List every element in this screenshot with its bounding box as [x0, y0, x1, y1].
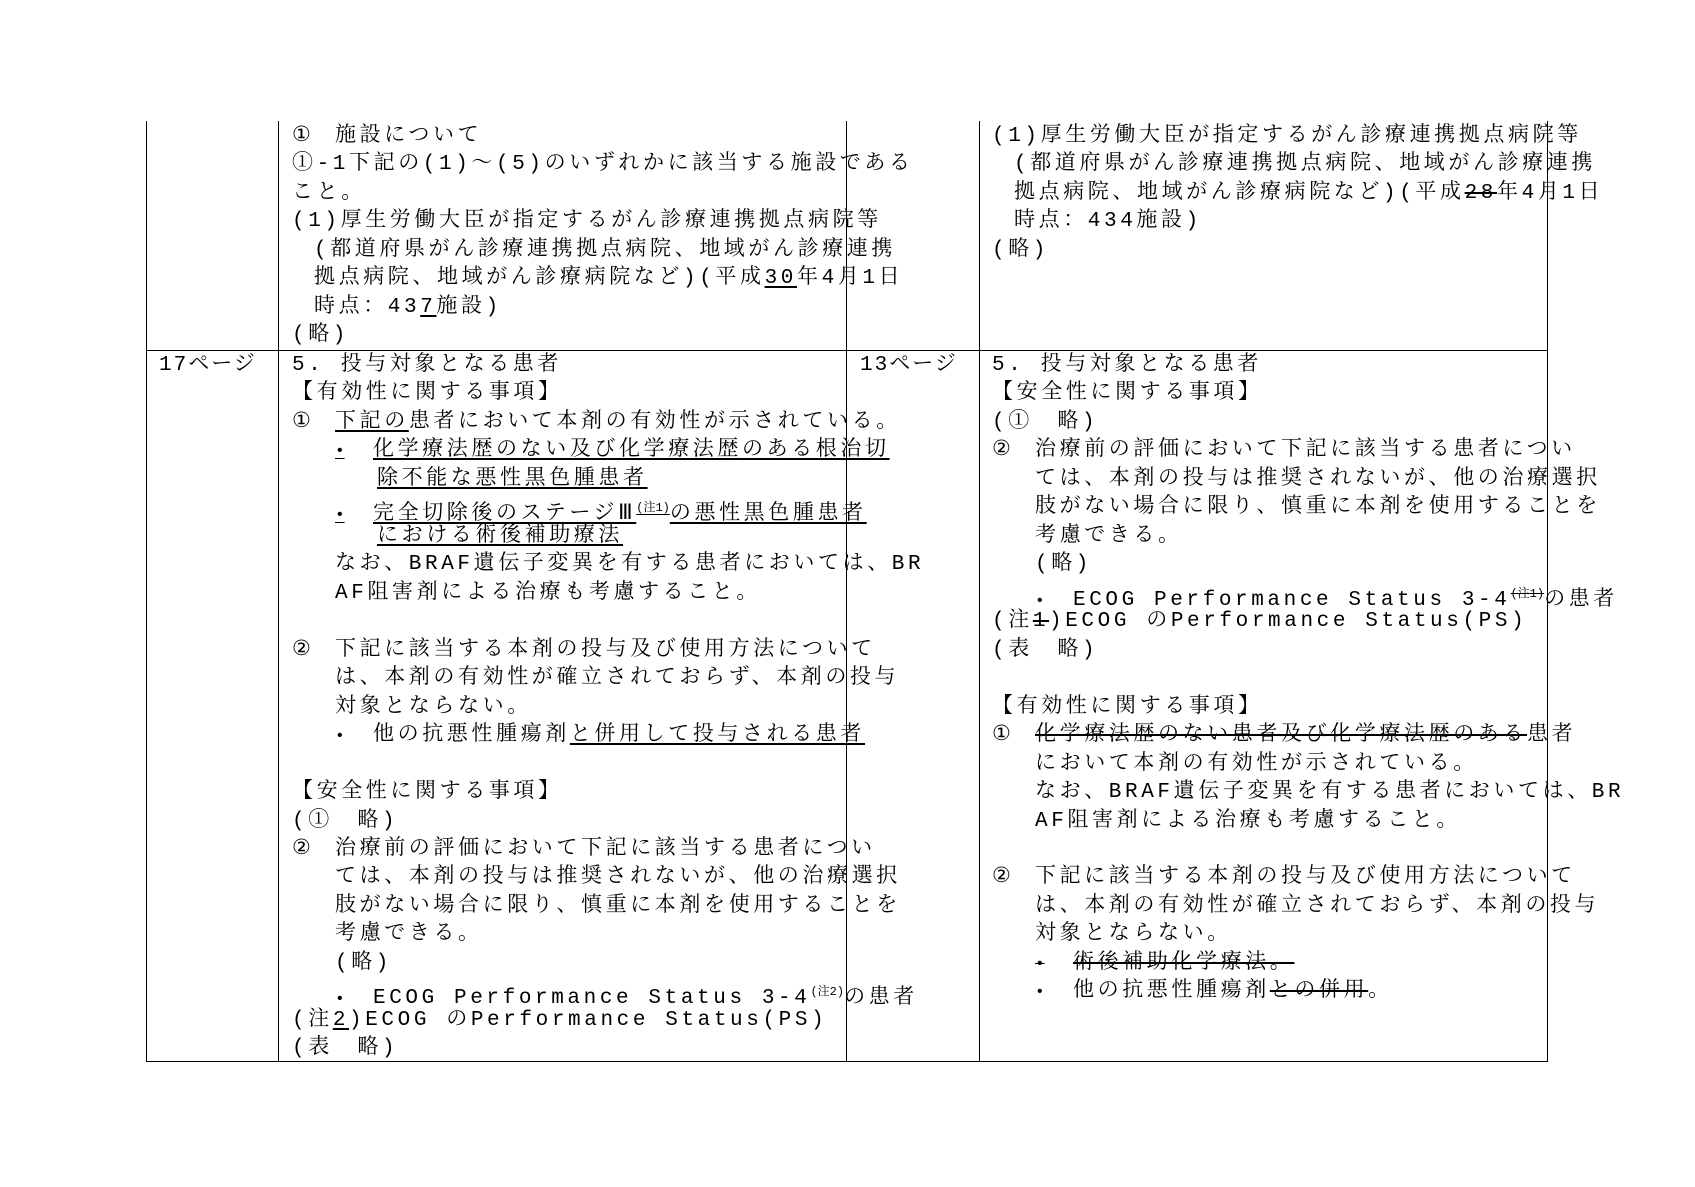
text-segment: 【安全性に関する事項】 [992, 382, 1263, 406]
text-segment: 他の抗悪性腫瘍剤 [1073, 980, 1270, 1004]
text-segment: AF阻害剤による治療も考慮すること。 [335, 581, 762, 605]
text-segment: なお、BRAF遺伝子変異を有する患者においては、BR [1035, 781, 1625, 805]
text-line [1035, 779, 1624, 807]
bullet-line [1035, 950, 1294, 978]
deleted-text: 術後補助化学療法。 [1073, 951, 1295, 975]
item-number: ① [292, 125, 311, 148]
inserted-text: の悪性黒色腫患者 [669, 503, 867, 527]
bullet-icon: • [1035, 591, 1045, 610]
text-segment: ECOG Performance Status 3-4 [1073, 588, 1511, 612]
old-text-cell-patients [992, 352, 1625, 1058]
text-segment: (1)厚生労働大臣が指定するがん診療連携拠点病院等 [292, 210, 882, 234]
text-segment: 下記に該当する本剤の投与及び使用方法について [335, 638, 876, 662]
text-segment: ECOG Performance Status 3-4 [373, 987, 811, 1011]
inserted-text: 2 [332, 1008, 350, 1032]
text-segment: 治療前の評価において下記に該当する患者につい [1035, 439, 1576, 463]
text-line [992, 123, 1582, 151]
item-number: ② [292, 638, 311, 662]
text-segment: 5. 投与対象となる患者 [292, 354, 563, 377]
text-segment: 対象とならない。 [1035, 923, 1232, 947]
text-line [292, 779, 563, 807]
inserted-text: 化学療法歴のない及び化学療法歴のある根治切 [373, 439, 890, 463]
text-line [1035, 808, 1461, 836]
text-line [1035, 921, 1232, 949]
text-line [335, 580, 761, 608]
text-line [335, 950, 392, 978]
text-line [335, 551, 924, 579]
text-line [992, 409, 1098, 437]
item-number: ② [992, 439, 1011, 463]
text-line [292, 637, 876, 665]
text-segment: 患者 [1527, 724, 1577, 748]
text-segment: 患者において本剤の有効性が示されている。 [408, 410, 901, 434]
text-line [335, 893, 901, 921]
text-line [1035, 751, 1478, 779]
text-segment: (都道府県がん診療連携拠点病院、地域がん診療連携 [314, 238, 896, 262]
footnote-ref: (注2) [810, 985, 845, 1000]
text-segment: 施設) [436, 295, 502, 319]
column-divider [979, 121, 980, 1061]
text-segment: 年4月1日 [797, 267, 904, 291]
bullet-line [335, 437, 890, 465]
text-segment: (表 略) [292, 1037, 399, 1061]
text-segment: (① 略) [992, 410, 1099, 434]
text-segment: (① 略) [292, 809, 399, 833]
inserted-text: 完全切除後のステージⅢ [373, 503, 637, 527]
deleted-text: 1 [1032, 610, 1050, 634]
text-line [377, 466, 648, 494]
inserted-text: と併用して投与される患者 [569, 724, 866, 748]
text-segment: 時点：43 [314, 295, 421, 319]
text-line [292, 180, 366, 208]
bullet-line [335, 978, 918, 1011]
text-segment: AF阻害剤による治療も考慮すること。 [1035, 809, 1462, 833]
bullet-line [1035, 978, 1393, 1006]
bullet-icon: • [1035, 954, 1045, 973]
text-line [1014, 208, 1202, 236]
old-text-cell-facilities [992, 123, 1604, 349]
text-segment: 【有効性に関する事項】 [292, 382, 563, 406]
text-line [992, 352, 1262, 380]
text-segment: ①-1下記の(1)～(5)のいずれかに該当する施設である [292, 153, 914, 177]
text-line [1035, 466, 1601, 494]
text-segment: (注 [992, 610, 1033, 634]
text-segment: (注 [292, 1008, 333, 1032]
text-segment: の患者 [844, 987, 918, 1011]
inserted-text: 下記の [335, 410, 409, 434]
text-segment: は、本剤の有効性が確立されておらず、本剤の投与 [1035, 894, 1600, 918]
inserted-text: 7 [420, 295, 437, 319]
column-divider [278, 121, 279, 1061]
text-line [292, 380, 563, 408]
text-segment: 拠点病院、地域がん診療病院など)(平成 [1014, 181, 1465, 205]
text-segment: (略) [292, 324, 350, 348]
text-line [992, 608, 1527, 636]
text-segment: 【有効性に関する事項】 [992, 695, 1263, 719]
text-line [1014, 180, 1603, 208]
text-segment: 下記に該当する本剤の投与及び使用方法について [1035, 866, 1576, 890]
text-segment: 。 [1368, 980, 1393, 1004]
item-number: ① [992, 724, 1011, 748]
text-line [292, 352, 562, 380]
comparison-table [146, 121, 1625, 1062]
text-line [335, 921, 483, 949]
text-line [1035, 551, 1092, 579]
text-line [1014, 151, 1596, 179]
text-line [314, 294, 502, 322]
text-line [292, 1007, 827, 1035]
bullet-line [1035, 580, 1618, 612]
text-line [314, 265, 903, 293]
text-line [377, 523, 623, 551]
text-segment: 他の抗悪性腫瘍剤 [373, 724, 570, 748]
bullet-icon: • [335, 990, 345, 1009]
bullet-icon: • [335, 506, 345, 525]
row-divider [147, 350, 1547, 351]
text-segment: 考慮できる。 [1035, 524, 1183, 548]
old-page-ref: 13ページ [860, 354, 958, 377]
text-segment: 治療前の評価において下記に該当する患者につい [335, 837, 876, 861]
text-line [992, 722, 1576, 750]
inserted-text: 30 [764, 267, 798, 291]
bullet-icon: • [1035, 983, 1045, 1002]
text-line [992, 864, 1576, 892]
text-line [992, 637, 1098, 665]
text-segment: 5. 投与対象となる患者 [992, 354, 1263, 377]
text-segment: (都道府県がん診療連携拠点病院、地域がん診療連携 [1014, 153, 1596, 177]
bullet-line [335, 722, 865, 750]
bullet-icon: • [335, 727, 345, 746]
bullet-icon: • [335, 442, 345, 461]
text-line [292, 1035, 398, 1063]
text-segment: 時点：434施設) [1014, 210, 1202, 234]
text-line [292, 322, 349, 350]
text-line [1035, 523, 1183, 551]
text-segment: 拠点病院、地域がん診療病院など)(平成 [314, 267, 765, 291]
text-segment: )ECOG のPerformance Status(PS) [1049, 610, 1528, 634]
text-segment: 施設について [335, 125, 483, 148]
inserted-text: 除不能な悪性黒色腫患者 [377, 467, 648, 491]
text-line [292, 151, 914, 179]
text-line [992, 237, 1049, 265]
new-page-ref: 17ページ [159, 354, 257, 377]
bullet-line [335, 494, 867, 527]
text-segment: 年4月1日 [1497, 181, 1604, 205]
text-segment: こと。 [292, 181, 366, 205]
deleted-text: 28 [1464, 181, 1498, 205]
deleted-text: (注1) [1510, 586, 1545, 601]
item-number: ② [292, 837, 311, 861]
text-line [992, 437, 1576, 465]
text-segment: (1)厚生労働大臣が指定するがん診療連携拠点病院等 [992, 125, 1582, 148]
text-segment: の患者 [1544, 588, 1618, 612]
text-segment: は、本剤の有効性が確立されておらず、本剤の投与 [335, 667, 900, 691]
text-segment: (略) [992, 238, 1050, 262]
text-line [292, 808, 398, 836]
text-segment: 対象とならない。 [335, 695, 532, 719]
text-line [292, 836, 876, 864]
text-segment: ては、本剤の投与は推奨されないが、他の治療選択 [335, 866, 901, 890]
new-text-cell-facilities [292, 123, 914, 349]
text-line [1035, 893, 1599, 921]
text-segment: (略) [335, 951, 393, 975]
text-segment: 肢がない場合に限り、慎重に本剤を使用することを [1035, 496, 1601, 520]
text-line [335, 694, 532, 722]
text-segment: なお、BRAF遺伝子変異を有する患者においては、BR [335, 553, 925, 577]
item-number: ① [292, 410, 311, 434]
text-line [314, 237, 896, 265]
text-line [292, 208, 882, 236]
deleted-text: 化学療法歴のない患者及び化学療法歴のある [1035, 724, 1527, 748]
text-line [992, 694, 1263, 722]
inserted-text: (注1) [636, 501, 670, 516]
text-segment: 肢がない場合に限り、慎重に本剤を使用することを [335, 894, 901, 918]
deleted-text: との併用 [1269, 980, 1369, 1004]
text-line [1035, 494, 1601, 522]
text-segment: 考慮できる。 [335, 923, 483, 947]
text-segment: (表 略) [992, 638, 1099, 662]
text-segment: (略) [1035, 553, 1093, 577]
item-number: ② [992, 866, 1011, 890]
text-line [292, 409, 901, 437]
text-segment: 【安全性に関する事項】 [292, 781, 563, 805]
text-segment: において本剤の有効性が示されている。 [1035, 752, 1478, 776]
inserted-text: における術後補助療法 [377, 524, 623, 548]
text-line [335, 665, 899, 693]
text-segment: ては、本剤の投与は推奨されないが、他の治療選択 [1035, 467, 1601, 491]
text-line [292, 123, 482, 151]
text-segment: )ECOG のPerformance Status(PS) [349, 1008, 828, 1032]
text-line [335, 864, 901, 892]
text-line [992, 380, 1263, 408]
